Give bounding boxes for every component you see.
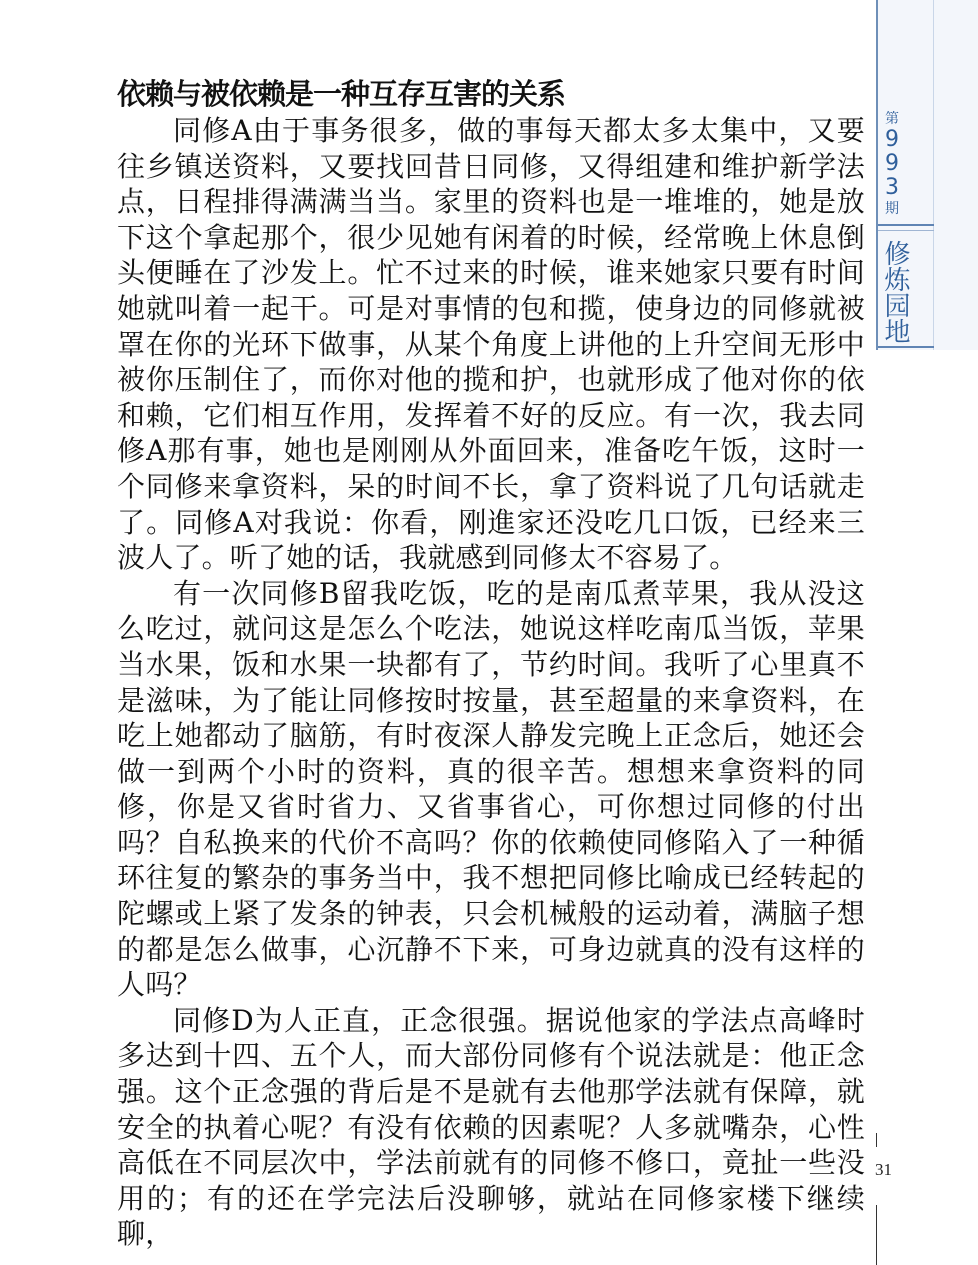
- article: [117, 75, 865, 1252]
- margin-rule-lower: [876, 1205, 877, 1265]
- margin-rule-upper: [876, 1133, 877, 1147]
- sidebar-divider-top-thin: [878, 230, 934, 231]
- article-paragraph: 同修D为人正直，正念很强。据说他家的学法点高峰时多达到十四、五个人，而大部份同修有个说法就是：他正念强。这个正念强的背后是不是就有去他那学法就有保障，就安全的执着心呢？有没有依赖的因素呢？人多就嘴杂，心性高低在不同层次中，学法前就有的同修不修口，竟扯一些没用的；有的还在学完法后没聊够，就站在同修家楼下继续聊，: [117, 1003, 865, 1251]
- issue-suffix: 期: [885, 201, 899, 217]
- sidebar-divider-top: [878, 224, 934, 226]
- issue-number: [882, 128, 902, 200]
- article-paragraph: 同修A由于事务很多，做的事每天都太多太集中，又要往乡镇送资料，又要找回昔日同修，又得组建和维护新学法点，日程排得满满当当。家里的资料也是一堆堆的，她是放下这个拿起那个，很少见她有闲着的时候，经常晚上休息倒头便睡在了沙发上。忙不过来的时候，谁来她家只要有时间她就叫着一起干。可是对事情的包和揽，使身边的同修就被罩在你的光环下做事，从某个角度上讲他的上升空间无形中被你压制住了，而你对他的揽和护，也就形成了他对你的依和赖，它们相互作用，发挥着不好的反应。有一次，我去同修A那有事，她也是刚刚从外面回来，准备吃午饭，这时一个同修来拿资料，呆的时间不长，拿了资料说了几句话就走了。同修A对我说：你看，刚進家还没吃几口饭，已经来三波人了。听了她的话，我就感到同修太不容易了。: [117, 114, 865, 575]
- sidebar-border-right: [933, 0, 934, 350]
- section-name: 修炼园地: [880, 240, 910, 344]
- issue-digit: 9: [885, 151, 899, 176]
- article-paragraph: 有一次同修B留我吃饭，吃的是南瓜煮苹果，我从没这么吃过，就问这是怎么个吃法，她说这样吃南瓜当饭，苹果当水果，饭和水果一块都有了，节约时间。我听了心里真不是滋味，为了能让同修按时按量，甚至超量的来拿资料，在吃上她都动了脑筋，有时夜深人静发完晚上正念后，她还会做一到两个小时的资料，真的很辛苦。想想来拿资料的同修，你是又省时省力、又省事省心，可你想过同修的付出吗？自私换来的代价不高吗？你的依赖使同修陷入了一种循环往复的繁杂的事务当中，我不想把同修比喻成已经转起的陀螺或上紧了发条的钟表，只会机械般的运动着，满脑子想的都是怎么做事，心沉静不下来，可身边就真的没有这样的人吗？: [117, 576, 865, 1002]
- issue-digit: 3: [885, 175, 899, 200]
- issue-label: [882, 110, 902, 218]
- article-title: 依赖与被依赖是一种互存互害的关系: [117, 77, 566, 111]
- sidebar-border-left: [876, 0, 878, 350]
- issue-prefix: 第: [885, 111, 899, 127]
- sidebar-divider-bottom: [878, 346, 934, 348]
- page-number: 31: [875, 1160, 892, 1179]
- issue-digit: 9: [885, 127, 899, 152]
